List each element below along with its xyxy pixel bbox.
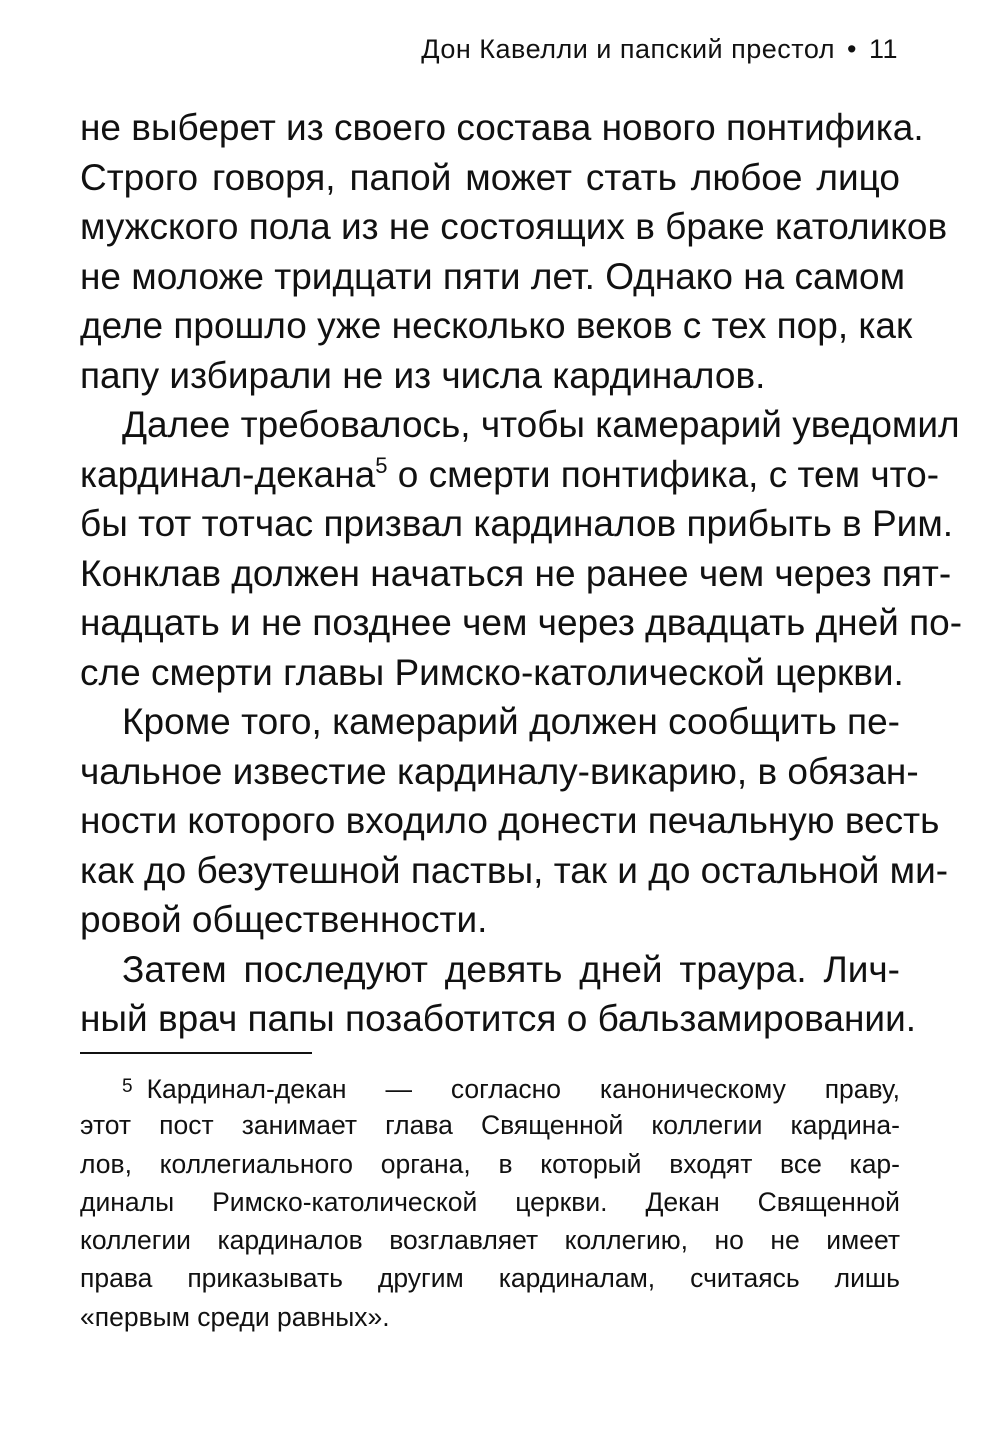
text-fragment: кардинал-декана: [80, 453, 376, 495]
text-line: папу избирали не из числа кардиналов.: [80, 354, 766, 396]
text-line: чальное известие кардиналу-викарию, в обязан-: [80, 750, 919, 792]
footnote-line: [80, 1068, 900, 1106]
text-line: бы тот тотчас призвал кардиналов прибыть в Рим.: [80, 503, 954, 544]
footnote-line: лов, коллегиального органа, в который входят все кар-: [80, 1148, 900, 1179]
text-line: не моложе тридцати пяти лет. Однако на самом: [80, 255, 906, 297]
footnote-text: Кардинал-декан — согласно каноническому праву,: [146, 1074, 900, 1104]
header-separator: •: [847, 34, 857, 64]
text-line: Строго говоря, папой может стать любое лицо: [80, 156, 900, 198]
footnote: [80, 1068, 900, 1336]
text-line: Конклав должен начаться не ранее чем через пят-: [80, 552, 952, 594]
page-number: 11: [868, 34, 898, 64]
text-line: Кроме того, камерарий должен сообщить пе-: [122, 701, 900, 742]
text-line: ности которого входило донести печальную весть: [80, 800, 940, 841]
text-line: не выберет из своего состава нового понтифика.: [80, 107, 924, 148]
text-line: сле смерти главы Римско-католической церкви.: [80, 651, 904, 693]
footnote-line: этот пост занимает глава Священной коллегии кардина-: [80, 1110, 900, 1141]
footnote-line: «первым среди равных».: [80, 1301, 390, 1332]
footnote-reference: 5: [375, 452, 388, 478]
text-line: надцать и не позднее чем через двадцать дней по-: [80, 602, 963, 643]
text-line: Затем последуют девять дней траура. Лич-: [122, 948, 900, 990]
text-line: как до безутешной паствы, так и до остальной ми-: [80, 849, 949, 891]
footnote-line: диналы Римско-католической церкви. Декан Священной: [80, 1186, 900, 1217]
text-line: деле прошло уже несколько веков с тех пор, как: [80, 305, 913, 346]
text-line: мужского пола из не состоящих в браке католиков: [80, 206, 948, 247]
footnote-separator-rule: [80, 1052, 312, 1054]
text-line: ровой общественности.: [80, 899, 488, 940]
running-title: Дон Кавелли и папский престол: [421, 34, 836, 64]
text-line: Далее требовалось, чтобы камерарий уведомил: [122, 404, 960, 445]
text-line-with-footnote-ref: [80, 450, 940, 500]
footnote-line: коллегии кардиналов возглавляет коллегию, но не имеет: [80, 1225, 900, 1256]
footnote-line: права приказывать другим кардиналам, считаясь лишь: [80, 1263, 900, 1294]
text-fragment: о смерти понтифика, с тем что-: [387, 453, 940, 495]
footnote-marker: 5: [122, 1076, 133, 1097]
main-text: [80, 103, 963, 1044]
running-header: [80, 32, 898, 66]
text-line: ный врач папы позаботится о бальзамировании.: [80, 998, 917, 1039]
